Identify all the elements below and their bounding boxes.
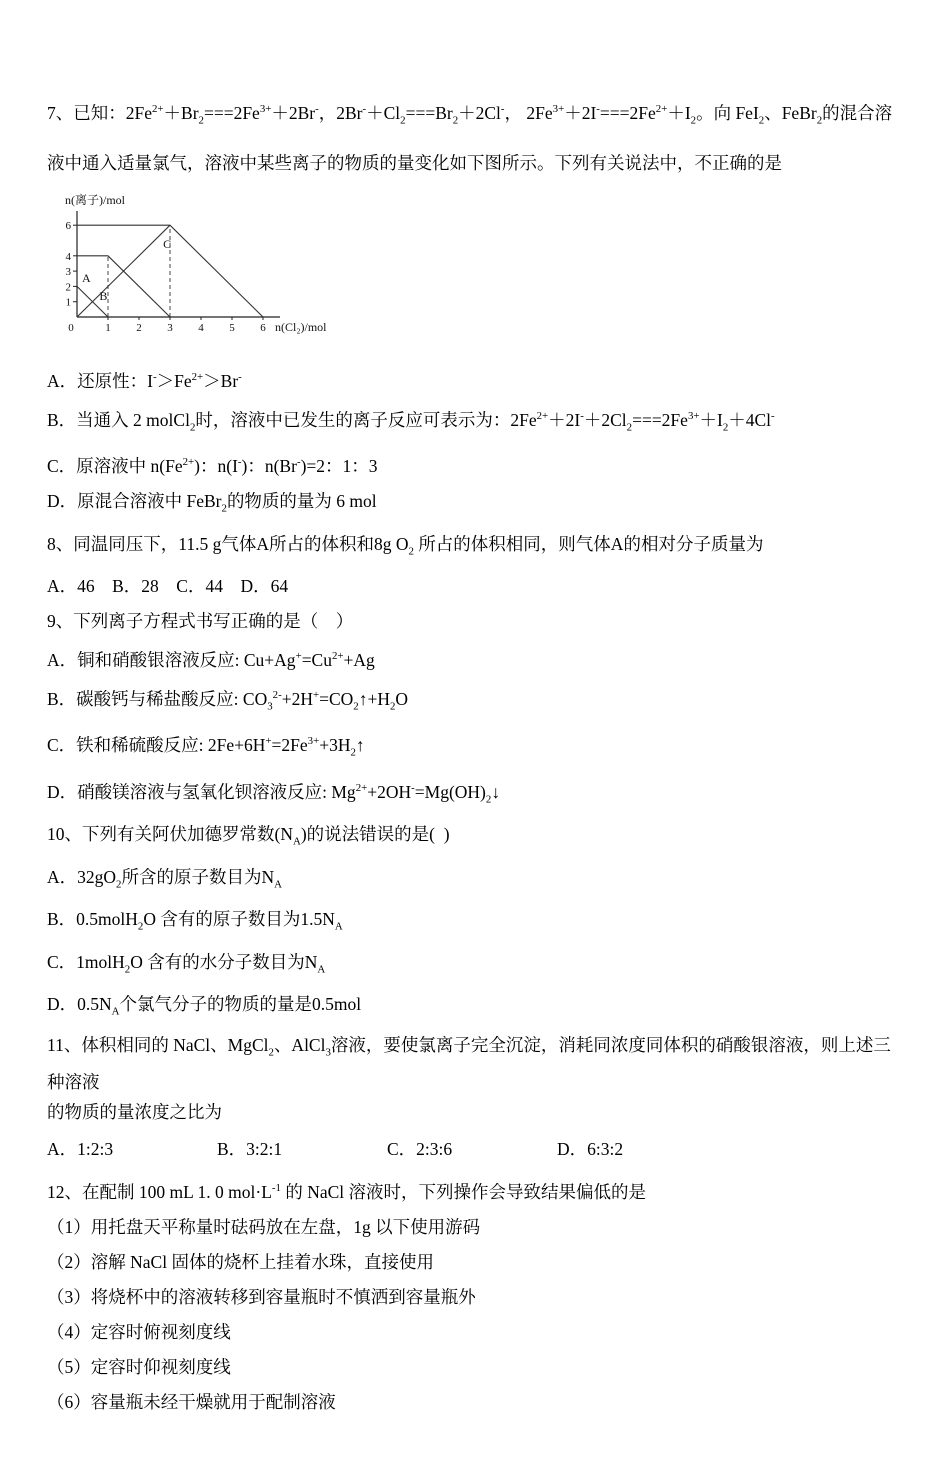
question-10-option-d: D．$0.5N_A$个氯气分子的物质的量是0.5mol (47, 994, 362, 1018)
question-10-option-a: A．$32gO_2$所含的原子数目为$N_A$ (47, 866, 282, 891)
svg-text:4: 4 (198, 322, 204, 335)
chart-svg (57, 191, 397, 343)
question-12-stem: 12、在配制 100 mL 1. 0 $mol\cdot L^{-1}$ 的 NaCl 溶液时，下列操作会导致结果偏低的是 (47, 1181, 647, 1202)
svg-text:0: 0 (68, 322, 74, 335)
question-9-option-c: C．铁和稀硫酸反应: $2Fe+6H^+=2Fe^{3+}+3H_2↑$ (47, 735, 365, 759)
svg-text:B: B (99, 289, 108, 304)
question-7-option-d: D．原混合溶液中 FeBr$_2$的物质的量为 6 mol (47, 491, 377, 515)
question-8-options: A．46 B．28 C．44 D．64 (47, 576, 289, 597)
question-7-stem-line-1: 7、已知：$2Fe^{2+}+Br_2===2Fe^{3+}+2Br^-$，$2Br^-+Cl_2===Br_2+2Cl^-$， $2Fe^{3+}+2I^-===2Fe^{2+}+I_2$。向 FeI$_2$、FeBr$_2$的混合溶 (47, 102, 893, 127)
svg-text:5: 5 (229, 322, 235, 335)
question-12-item-2: （2）溶解 NaCl 固体的烧杯上挂着水珠，直接使用 (47, 1251, 434, 1272)
svg-text:6: 6 (260, 322, 266, 335)
question-10-stem: 10、下列有关阿伏加德罗常数$(N_A)$的说法错误的是( ) (47, 824, 450, 848)
question-12-item-1: （1）用托盘天平称量时砝码放在左盘，1g 以下使用游码 (47, 1216, 481, 1237)
question-9 (47, 604, 908, 817)
question-11-option-b: B．3:2:1 (217, 1139, 283, 1160)
svg-text:3: 3 (65, 266, 71, 279)
question-9-option-d: D．硝酸镁溶液与氢氧化钡溶液反应: $Mg^{2+}+2OH^-=Mg(OH)_2↓$ (47, 781, 501, 806)
question-11-option-a: A．1:2:3 (47, 1139, 114, 1160)
question-10-option-c: C．1molH$_2$O 含有的水分子数目为$N_A$ (47, 951, 326, 976)
question-11-stem-line-1: 11、体积相同的 NaCl、MgCl$_2$、AlCl$_3$溶液，要使氯离子完全沉淀，消耗同浓度同体积的硝酸银溶液，则上述三种溶液 (47, 1034, 891, 1093)
question-7-option-a: A．还原性：$I^->Fe^{2+}>Br^-$ (47, 371, 242, 392)
question-8 (47, 527, 908, 605)
svg-text:n(Cl₂)/mol: n(Cl₂)/mol (275, 320, 327, 335)
svg-text:C: C (163, 237, 172, 252)
question-8-stem: 8、同温同压下，11.5 g气体A所占的体积和8g $O_2$ 所占的体积相同，则气体A的相对分子质量为 (47, 533, 764, 558)
question-12-item-4: （4）定容时俯视刻度线 (47, 1321, 231, 1342)
question-12 (47, 1171, 908, 1420)
svg-text:2: 2 (65, 281, 71, 294)
svg-text:3: 3 (167, 322, 173, 335)
question-7-option-c: C．原溶液中 $n(Fe^{2+})$：n(I-)：n(Br-)=2：1：3 (47, 456, 378, 477)
question-9-option-b: B．碳酸钙与稀盐酸反应: $CO_3^{2-}+2H^+=CO_2↑+H_2O$ (47, 688, 409, 713)
question-11-stem-line-2: 的物质的量浓度之比为 (47, 1102, 222, 1123)
question-7-option-b: B．当通入 2 molCl$_2$时，溶液中已发生的离子反应可表示为：$2Fe^{2+}+2I^-+2Cl_2===2Fe^{3+}+I_2+4Cl^-$ (47, 409, 775, 434)
question-11-option-c: C．2:3:6 (387, 1139, 453, 1160)
question-12-item-6: （6）容量瓶未经干燥就用于配制溶液 (47, 1391, 336, 1412)
svg-text:1: 1 (65, 297, 71, 310)
question-12-item-3: （3）将烧杯中的溶液转移到容量瓶时不慎洒到容量瓶外 (47, 1286, 476, 1307)
question-11-options (47, 1127, 908, 1171)
question-9-option-a: A．铜和硝酸银溶液反应: $Cu+Ag^+=Cu^{2+}+Ag$ (47, 650, 375, 671)
question-12-item-5: （5）定容时仰视刻度线 (47, 1356, 231, 1377)
question-7-stem-line-2: 液中通入适量氯气，溶液中某些离子的物质的量变化如下图所示。下列有关说法中，不正确的是 (47, 153, 782, 174)
question-10-option-b: B．0.5molH$_2$O 含有的原子数目为$1.5N_A$ (47, 909, 343, 933)
svg-text:4: 4 (65, 251, 71, 264)
question-10 (47, 817, 908, 1030)
question-9-stem: 9、下列离子方程式书写正确的是（ ） (47, 611, 354, 632)
question-11 (47, 1030, 908, 1172)
question-7 (47, 88, 908, 527)
svg-text:n(离子)/mol: n(离子)/mol (65, 193, 125, 208)
svg-text:1: 1 (105, 322, 111, 335)
ion-amount-chart (57, 191, 908, 348)
question-11-option-d: D．6:3:2 (557, 1139, 624, 1160)
svg-text:A: A (81, 271, 91, 286)
svg-text:6: 6 (65, 220, 71, 233)
svg-text:2: 2 (136, 322, 142, 335)
